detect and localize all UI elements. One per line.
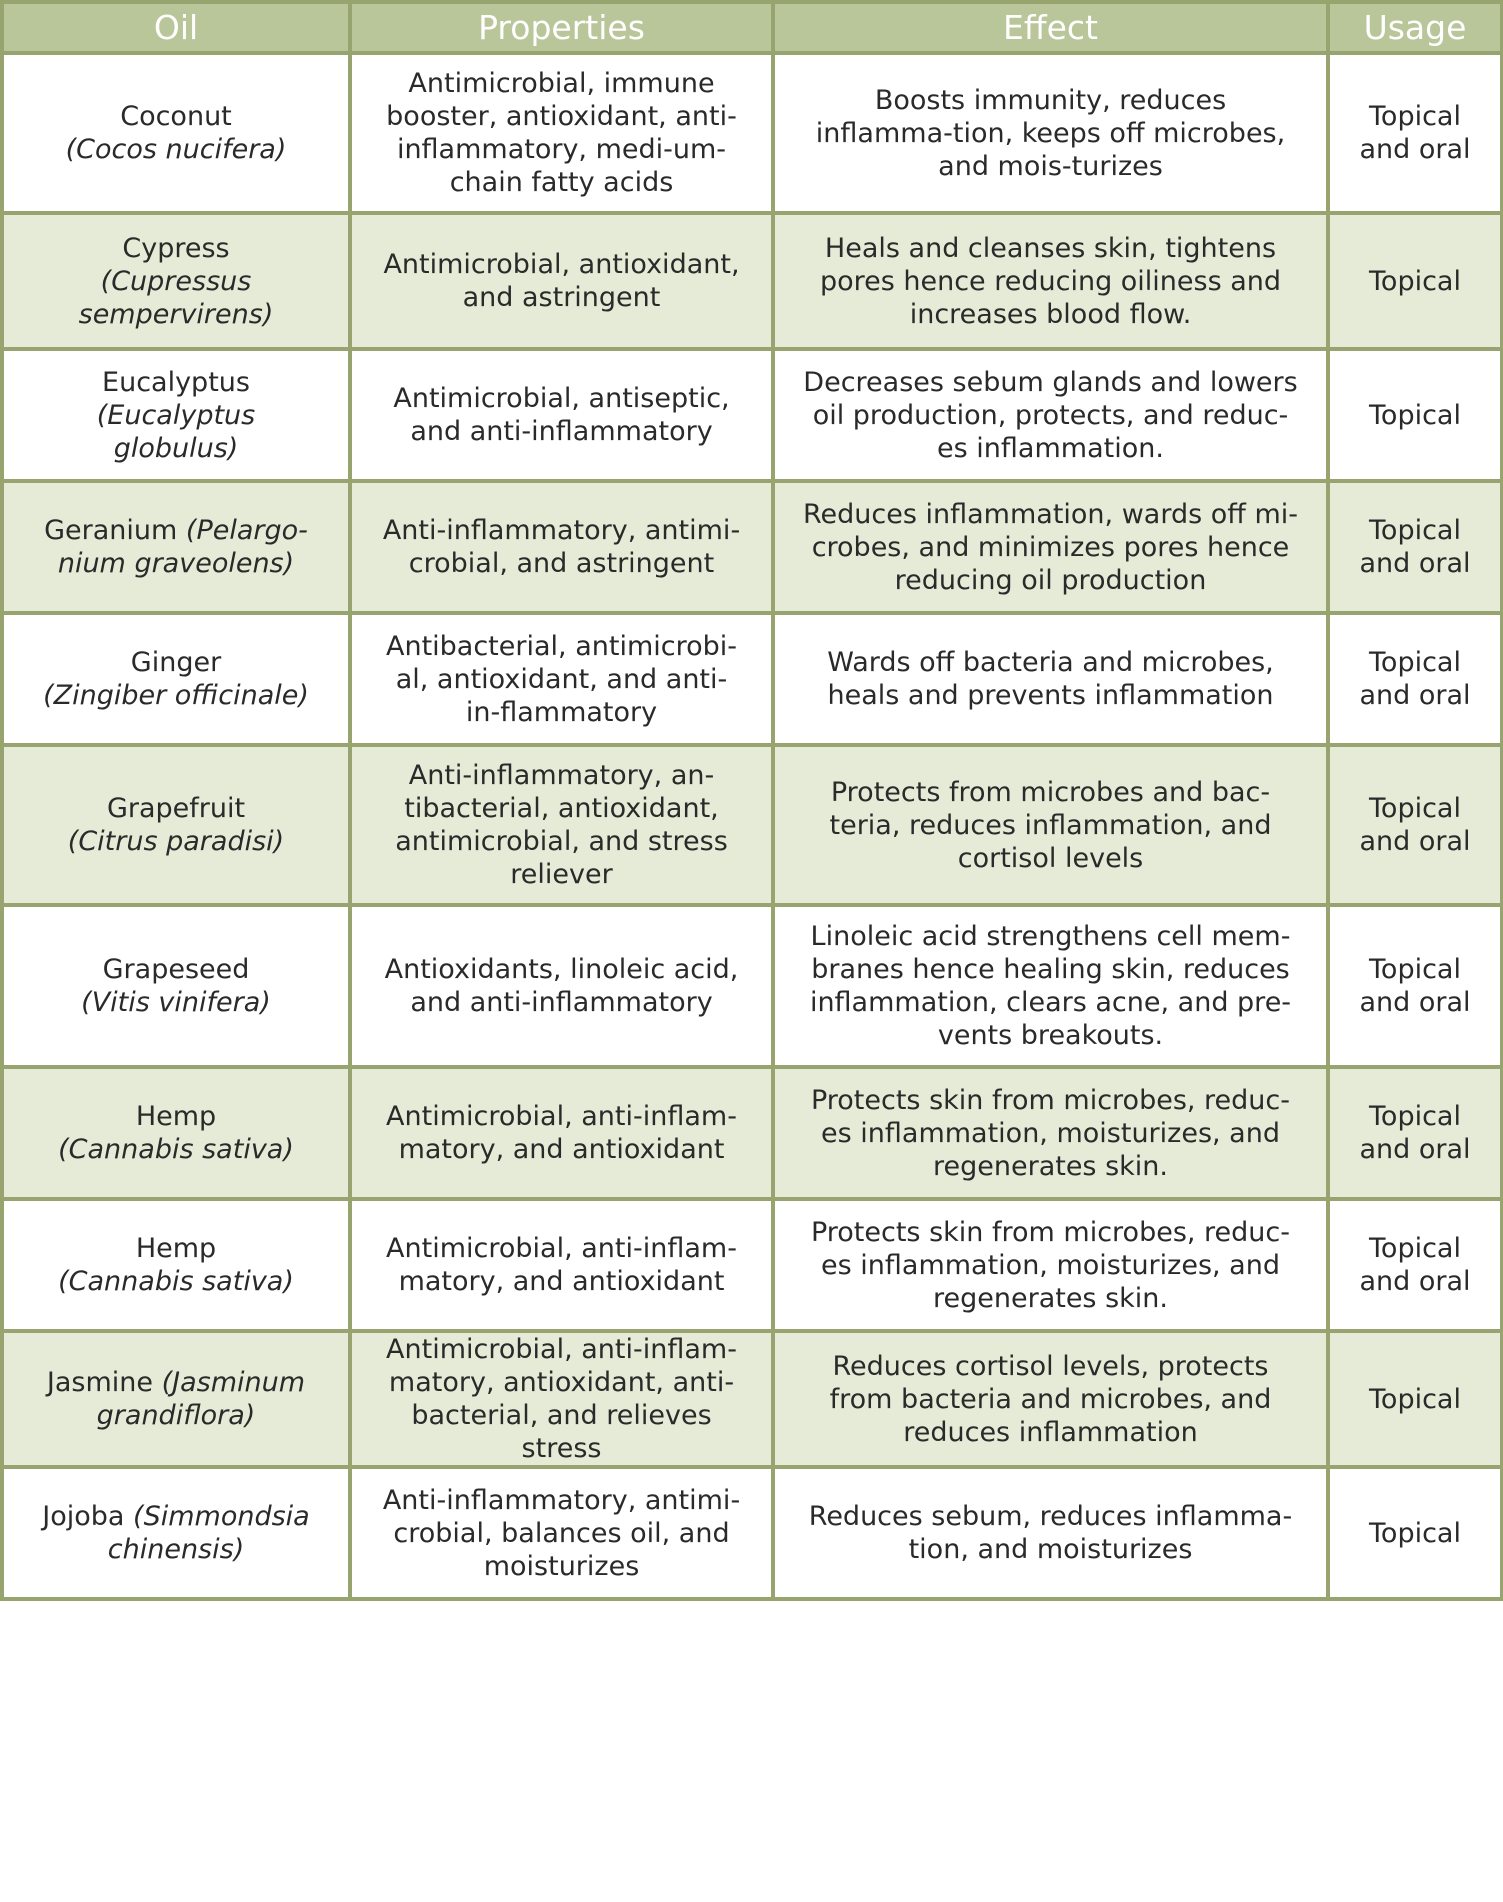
oil-common-name: Coconut: [120, 101, 232, 132]
effect-cell: Protects from microbes and bac-teria, reduces inflammation, and cortisol levels: [773, 745, 1328, 905]
column-header-oil: Oil: [2, 2, 350, 53]
oil-scientific-name: (Citrus paradisi): [67, 826, 285, 857]
properties-cell: Antioxidants, linoleic acid, and anti-inflammatory: [350, 905, 773, 1067]
usage-cell: Topical: [1328, 1467, 1502, 1599]
oil-common-name: Geranium: [44, 515, 178, 546]
oil-common-name: Eucalyptus: [102, 366, 250, 398]
oil-common-name: Grapefruit: [106, 793, 246, 824]
oil-cell: [2, 1467, 350, 1599]
table-body: [2, 53, 1502, 1599]
table-row: [2, 213, 1502, 349]
oil-scientific-name: (Vitis vinifera): [81, 987, 271, 1018]
column-header-effect: Effect: [773, 2, 1328, 53]
properties-cell: Antimicrobial, anti-inflam-matory, and antioxidant: [350, 1199, 773, 1331]
table-row: [2, 745, 1502, 905]
oil-common-name: Jasmine: [46, 1367, 154, 1398]
table-row: [2, 481, 1502, 613]
oil-common-name: Jojoba: [42, 1501, 125, 1532]
properties-cell: Antimicrobial, antiseptic, and anti-inflammatory: [350, 349, 773, 481]
oil-cell: [2, 905, 350, 1067]
effect-cell: Linoleic acid strengthens cell mem-branes hence healing skin, reduces inflammation, clears acne, and pre-vents breakouts.: [773, 905, 1328, 1067]
properties-cell: Anti-inflammatory, antimi-crobial, balances oil, and moisturizes: [350, 1467, 773, 1599]
usage-cell: Topical and oral: [1328, 905, 1502, 1067]
oil-cell: [2, 1331, 350, 1467]
oil-common-name: Hemp: [135, 1101, 217, 1132]
effect-cell: Wards off bacteria and microbes, heals and prevents inflammation: [773, 613, 1328, 745]
properties-cell: Antibacterial, antimicrobi-al, antioxidant, and anti-in-flammatory: [350, 613, 773, 745]
oil-scientific-name: (Jasminum grandiflora): [96, 1367, 306, 1431]
oil-cell: [2, 1067, 350, 1199]
properties-cell: Antimicrobial, antioxidant, and astringent: [350, 213, 773, 349]
usage-cell: Topical and oral: [1328, 481, 1502, 613]
properties-cell: Anti-inflammatory, an-tibacterial, antioxidant, antimicrobial, and stress reliever: [350, 745, 773, 905]
column-header-properties: Properties: [350, 2, 773, 53]
effect-cell: Boosts immunity, reduces inflamma-tion, keeps off microbes, and mois-turizes: [773, 53, 1328, 213]
effect-cell: Reduces inflammation, wards off mi-crobes, and minimizes pores hence reducing oil production: [773, 481, 1328, 613]
oil-scientific-name: (Cannabis sativa): [58, 1134, 294, 1165]
properties-cell: Antimicrobial, anti-inflam-matory, and antioxidant: [350, 1067, 773, 1199]
effect-cell: Reduces sebum, reduces inflamma-tion, and moisturizes: [773, 1467, 1328, 1599]
oil-cell: [2, 1199, 350, 1331]
properties-cell: Antimicrobial, anti-inflam-matory, antioxidant, anti-bacterial, and relieves stress: [350, 1331, 773, 1467]
oil-scientific-name: (Zingiber officinale): [43, 680, 309, 711]
oil-cell: [2, 213, 350, 349]
effect-cell: Decreases sebum glands and lowers oil production, protects, and reduc-es inflammation.: [773, 349, 1328, 481]
effect-cell: Reduces cortisol levels, protects from bacteria and microbes, and reduces inflammation: [773, 1331, 1328, 1467]
table-row: [2, 1199, 1502, 1331]
usage-cell: Topical: [1328, 1331, 1502, 1467]
oil-scientific-name: (Simmondsia chinensis): [107, 1501, 310, 1565]
oil-scientific-name: (Pelargo-nium graveolens): [57, 515, 308, 579]
header-row: [2, 2, 1502, 53]
oil-scientific-name: (Cannabis sativa): [58, 1266, 294, 1297]
table-row: [2, 349, 1502, 481]
oil-cell: [2, 745, 350, 905]
table-row: [2, 613, 1502, 745]
oil-common-name: Hemp: [135, 1233, 217, 1264]
oil-cell: [2, 349, 350, 481]
table-header: [2, 2, 1502, 53]
table-row: [2, 1067, 1502, 1199]
usage-cell: Topical and oral: [1328, 1067, 1502, 1199]
effect-cell: Protects skin from microbes, reduc-es inflammation, moisturizes, and regenerates skin.: [773, 1067, 1328, 1199]
oil-cell: [2, 613, 350, 745]
oil-common-name: Grapeseed: [102, 954, 250, 985]
column-header-usage: Usage: [1328, 2, 1502, 53]
oil-cell: [2, 481, 350, 613]
table-row: [2, 1331, 1502, 1467]
effect-cell: Protects skin from microbes, reduc-es inflammation, moisturizes, and regenerates skin.: [773, 1199, 1328, 1331]
oil-scientific-name: (Eucalyptus globulus): [96, 399, 256, 464]
oil-common-name: Ginger: [130, 647, 222, 678]
oil-common-name: Cypress: [122, 232, 230, 264]
properties-cell: Anti-inflammatory, antimi-crobial, and astringent: [350, 481, 773, 613]
oil-cell: [2, 53, 350, 213]
effect-cell: Heals and cleanses skin, tightens pores hence reducing oiliness and increases blood flow.: [773, 213, 1328, 349]
oil-scientific-name: (Cupressus sempervirens): [78, 265, 274, 330]
usage-cell: Topical: [1328, 213, 1502, 349]
usage-cell: Topical: [1328, 349, 1502, 481]
table-row: [2, 905, 1502, 1067]
usage-cell: Topical and oral: [1328, 53, 1502, 213]
usage-cell: Topical and oral: [1328, 745, 1502, 905]
oil-scientific-name: (Cocos nucifera): [65, 134, 287, 165]
usage-cell: Topical and oral: [1328, 1199, 1502, 1331]
properties-cell: Antimicrobial, immune booster, antioxidant, anti-inflammatory, medi-um-chain fatty acids: [350, 53, 773, 213]
usage-cell: Topical and oral: [1328, 613, 1502, 745]
table-row: [2, 53, 1502, 213]
table-row: [2, 1467, 1502, 1599]
